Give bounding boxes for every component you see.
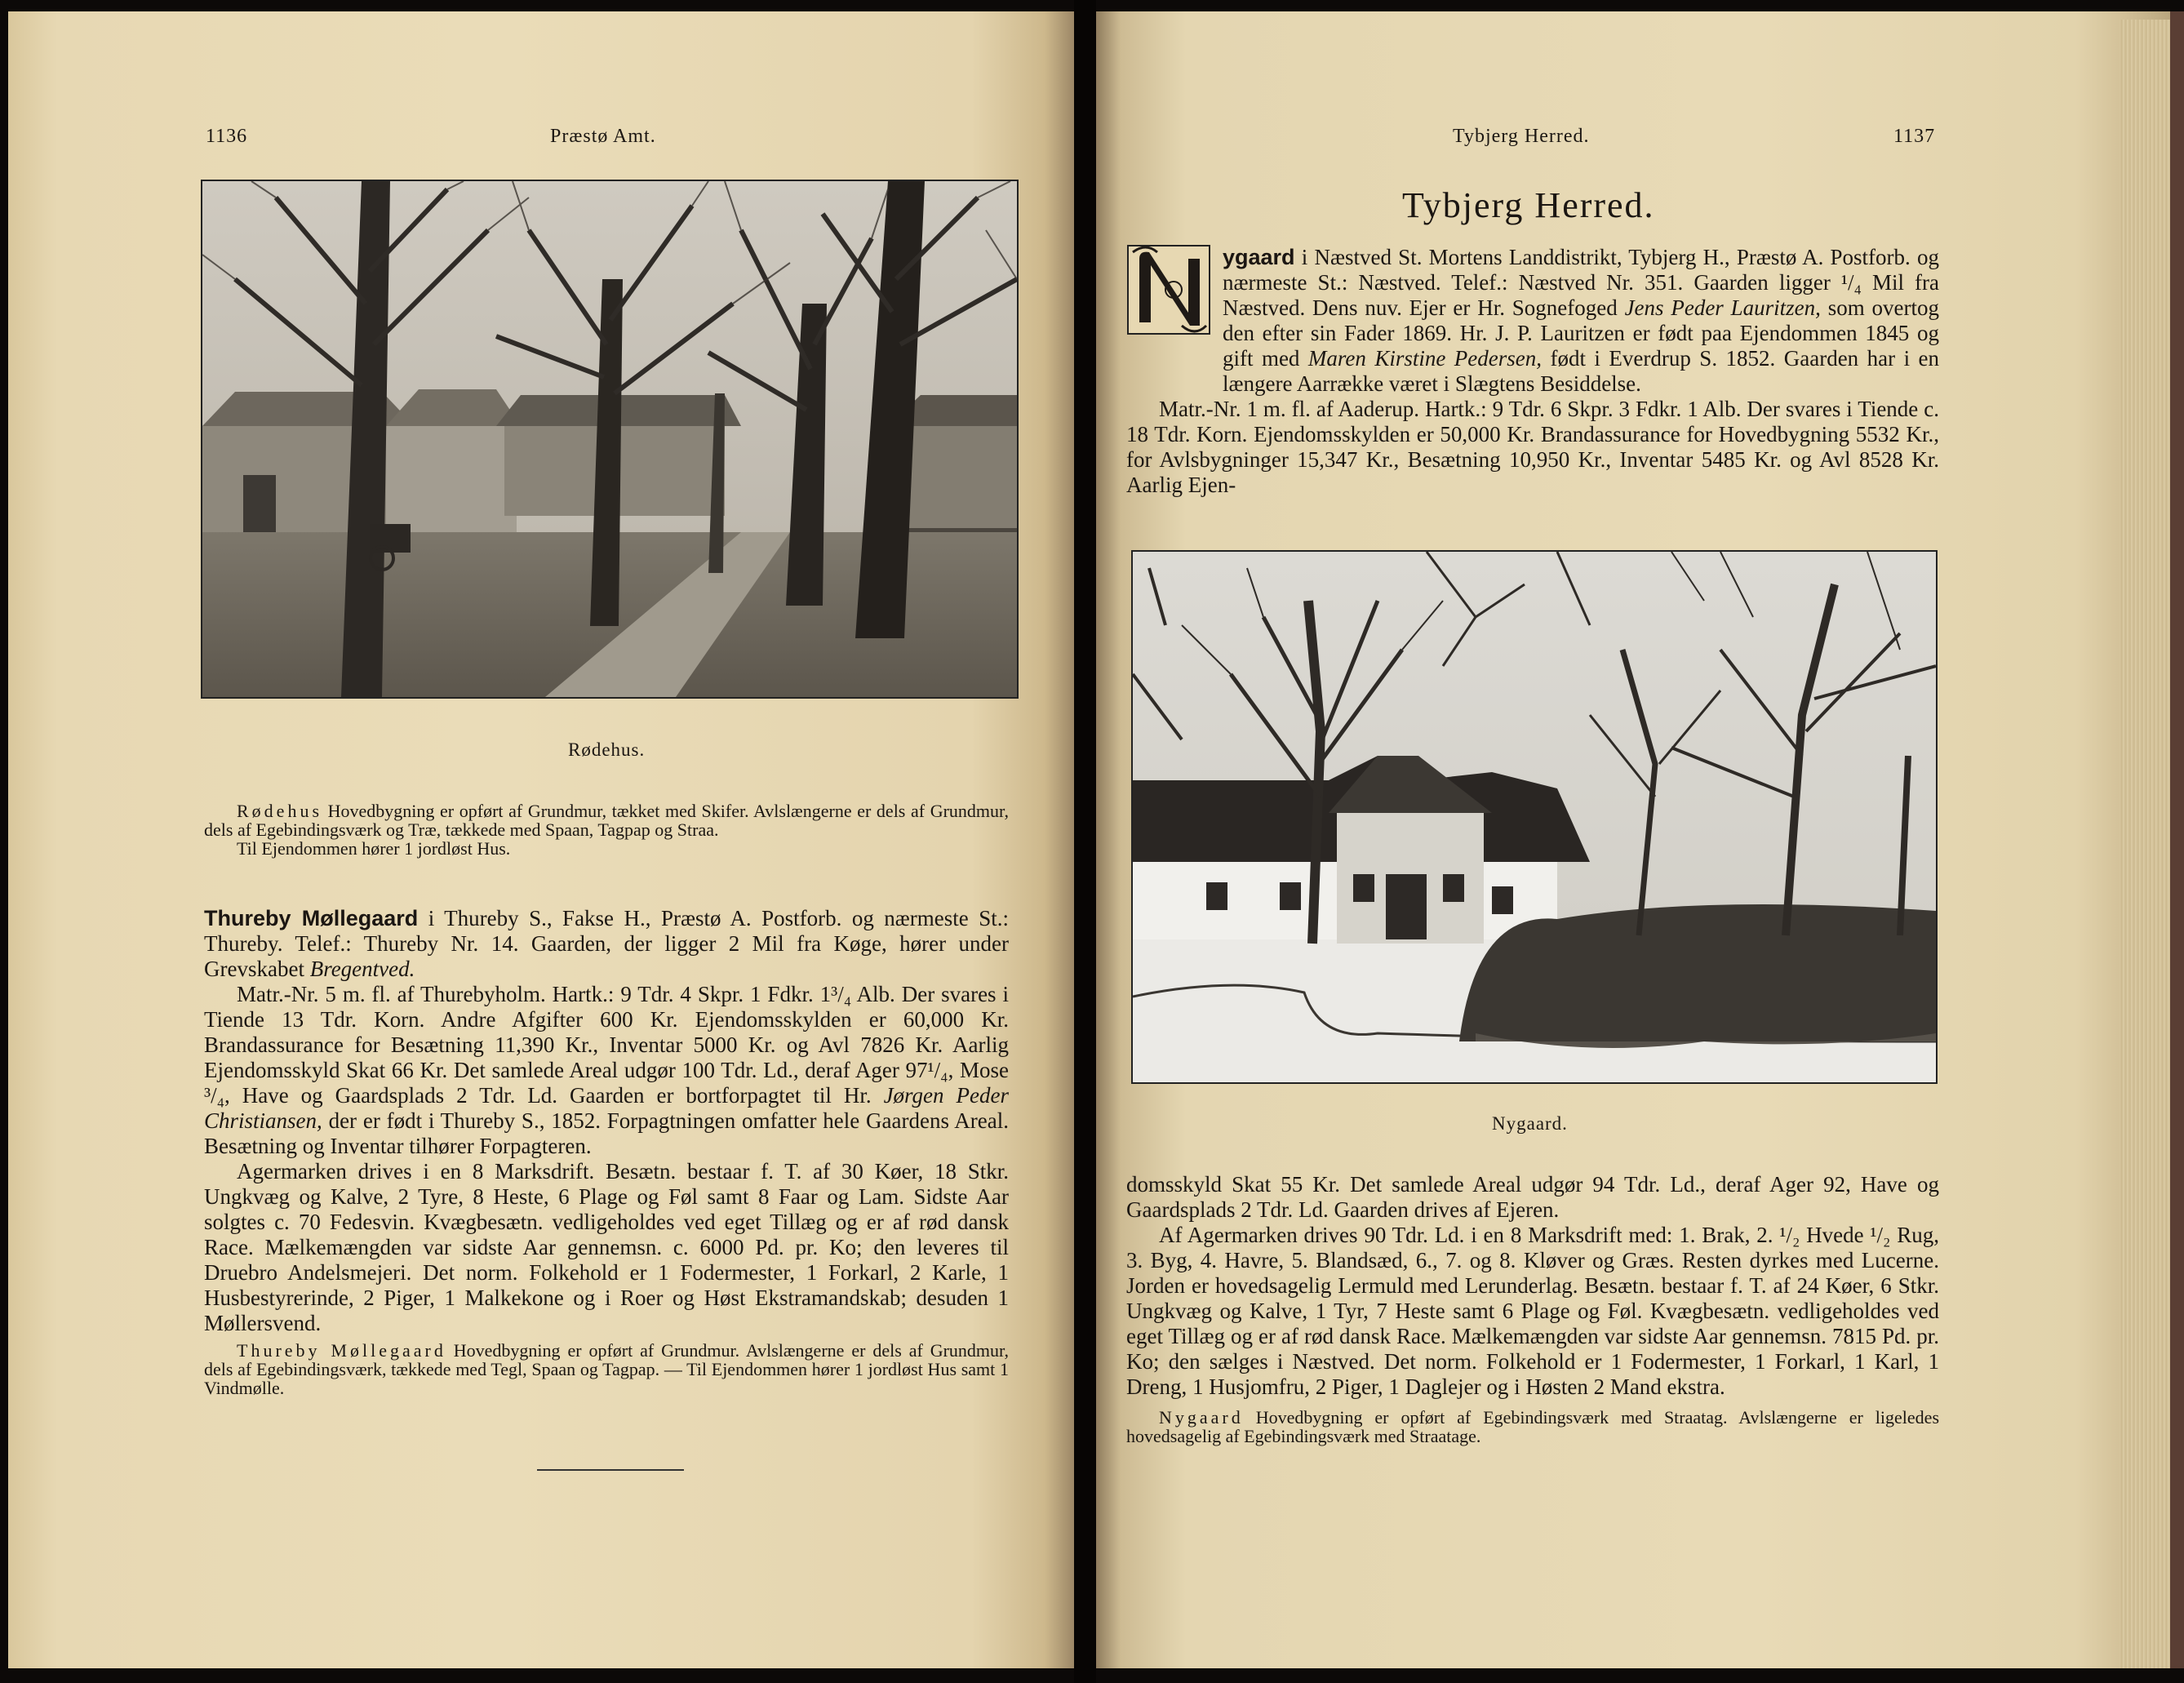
nygaard-entry-continued — [1126, 1172, 1939, 1445]
thureby-title: Thureby Møllegaard — [204, 906, 419, 930]
thureby-closing-text: Hovedbygning er opført af Grundmur. Avlslængerne er dels af Grundmur, dels af Egebindingsværk, tækkede med Tegl, Spaan og Tagpap. — Til Ejendommen hører 1 jordløst Hus samt 1 Vindmølle. — [204, 1340, 1009, 1398]
rodehus-description — [204, 802, 1009, 858]
section-title: Tybjerg Herred. — [1402, 185, 1655, 225]
book-gutter — [1074, 0, 1096, 1683]
nygaard-closing-spaced: Nygaard — [1159, 1407, 1244, 1428]
rodehus-desc-line — [204, 802, 1009, 839]
thureby-estate-name: Bregentved. — [309, 957, 415, 981]
page-edge-stack — [2120, 20, 2170, 1668]
rodehus-desc-line — [204, 839, 1009, 858]
nygaard-intro-text-2: som overtog den efter sin Fader 1869. Hr. J. P. Lauritzen er født paa Ejendommen 1845 og gift med — [1223, 295, 1939, 371]
nygaard-closing-text: Hovedbygning er opført af Egebindingsværk med Straatag. Avlslængerne er ligeledes hovedsagelig af Egebindingsværk med Straatage. — [1126, 1407, 1939, 1446]
nygaard-intro-text: i Næstved St. Mortens Landdistrikt, Tybjerg H., Præstø A. Postforb. og nærmeste St.: Næstved. Telef.: Næstved Nr. 351. Gaarden ligger ¹/₄ Mil fra Næstved. Dens nuv. Ejer er Hr. Sognefoged — [1223, 245, 1939, 320]
thureby-paragraph-2 — [204, 982, 1009, 1159]
left-page — [8, 11, 1074, 1668]
nygaard-photo — [1131, 550, 1938, 1084]
nygaard-p2-continuation — [1126, 1172, 1939, 1223]
nygaard-intro-text-3: født i Everdrup S. 1852. Gaarden har i en længere Aarrække været i Slægtens Besiddelse. — [1223, 346, 1940, 396]
nygaard-caption: Nygaard. — [1492, 1113, 1568, 1134]
nygaard-title: ygaard — [1223, 245, 1295, 269]
thureby-p2-end: der er født i Thureby S., 1852. Forpagtningen omfatter hele Gaardens Areal. Besætning og Inventar tilhører Forpagteren. — [204, 1108, 1009, 1158]
nygaard-intro — [1126, 245, 1939, 397]
thureby-intro — [204, 906, 1009, 982]
nygaard-paragraph-3 — [1126, 1223, 1939, 1400]
nygaard-owner-name: Jens Peder Lauritzen, — [1624, 295, 1821, 320]
nygaard-p3-text: Af Agermarken drives 90 Tdr. Ld. i en 8 Marksdrift med: 1. Brak, 2. ¹/₂ Hvede ¹/₂ Rug, 3. Byg, 4. Havre, 5. Blandsæd, 6., 7. og 8. Kløver og Græs. Resten dyrkes med Lucerne. Jorden er hovedsagelig Lermuld med Lerunderlag. Besætn. bestaar f. T. af 24 Køer, 6 Stkr. Ungkvæg og Kalve, 1 Tyr, 7 Heste samt 6 Plage og Føl. Kvægbesætn. vedligeholdes ved eget Tillæg og er af rød dansk Race. Mælkemængden var sidste Aar gennemsn. 7815 Pd. pr. Ko; den sælges i Næstved. Det norm. Folkehold er 1 Fodermester, 1 Forkarl, 1 Karl, 1 Dreng, 1 Husjomfru, 2 Piger, 1 Daglejer og i Høsten 2 Mand ekstra. — [1126, 1223, 1939, 1399]
rodehus-photo — [201, 180, 1019, 699]
thureby-p2-text: Matr.-Nr. 5 m. fl. af Thurebyholm. Hartk.: 9 Tdr. 4 Skpr. 1 Fdkr. 1³/₄ Alb. Der svares i Tiende 13 Tdr. Korn. Andre Afgifter 600 Kr. Ejendomsskylden er 60,000 Kr. Brandassurance for Besætning 11,390 Kr., Inventar 5000 Kr. og Avl 7826 Kr. Aarlig Ejendomsskyld Skat 66 Kr. Det samlede Areal udgør 100 Tdr. Ld., deraf Ager 97¹/₄, Mose ³/₄, Have og Gaardsplads 2 Tdr. Ld. Gaarden er bortforpagtet til Hr. — [204, 982, 1009, 1108]
rodehus-desc-text: Hovedbygning er opført af Grundmur, tækket med Skifer. Avlslængerne er dels af Grundmur, dels af Egebindingsværk og Træ, tækkede med Spaan, Tagpap og Straa. — [204, 801, 1009, 840]
thureby-closing — [204, 1341, 1009, 1397]
rodehus-house-text: Til Ejendommen hører 1 jordløst Hus. — [237, 838, 511, 859]
nygaard-p2-text: Matr.-Nr. 1 m. fl. af Aaderup. Hartk.: 9 Tdr. 6 Skpr. 3 Fdkr. 1 Alb. Der svares i Tiende c. 18 Tdr. Korn. Ejendomsskylden er 50,000 Kr. Brandassurance for Hovedbygning 5532 Kr., for Avlsbygninger 15,347 Kr., Besætning 10,950 Kr., Inventar 5485 Kr. og Avl 8528 Kr. Aarlig Ejen- — [1126, 397, 1939, 497]
nygaard-p2-cont-text: domsskyld Skat 55 Kr. Det samlede Areal udgør 94 Tdr. Ld., deraf Ager 92, Have og Gaardsplads 2 Tdr. Ld. Gaarden drives af Ejeren. — [1126, 1172, 1939, 1222]
thureby-intro-text: i Thureby S., Fakse H., Præstø A. Postforb. og nærmeste St.: Thureby. Telef.: Thureby Nr. 14. Gaarden, der ligger 2 Mil fra Køge, hører under Grevskabet — [204, 906, 1009, 981]
thureby-p3-text: Agermarken drives i en 8 Marksdrift. Besætn. bestaar f. T. af 30 Køer, 18 Stkr. Ungkvæg og Kalve, 2 Tyre, 8 Heste, 6 Plage og Føl samt 8 Faar og Lam. Sidste Aar solgtes c. 70 Fedesvin. Kvægbesætn. vedligeholdes ved eget Tillæg og er af rød dansk Race. Mælkemængden var sidste Aar gennemsn. c. 6000 Pd. pr. Ko; den leveres til Druebro Andelsmejeri. Det norm. Folkehold er 1 Fodermester, 1 Forkarl, 2 Karle, 1 Husbestyrerinde, 2 Piger, 1 Malkekone og i Roer og Høst Ekstramandskab; desuden 1 Møllersvend. — [204, 1159, 1009, 1335]
running-head-right: Tybjerg Herred. — [1453, 126, 1590, 147]
rodehus-caption: Rødehus. — [568, 739, 646, 760]
rodehus-spaced-name: Rødehus — [237, 801, 322, 821]
nygaard-entry — [1126, 245, 1939, 498]
thureby-entry — [204, 906, 1009, 1397]
page-number-left: 1136 — [206, 126, 248, 147]
running-head-left: Præstø Amt. — [550, 126, 656, 147]
thureby-paragraph-3 — [204, 1159, 1009, 1336]
thureby-closing-spaced: Thureby Møllegaard — [237, 1340, 446, 1361]
nygaard-closing — [1126, 1408, 1939, 1445]
end-rule — [537, 1469, 684, 1471]
nygaard-paragraph-2 — [1126, 397, 1939, 498]
thureby-tenant-name: Jørgen Peder Christiansen, — [204, 1083, 1009, 1133]
nygaard-wife-name: Maren Kirstine Pedersen, — [1307, 346, 1543, 371]
page-number-right: 1137 — [1893, 126, 1936, 147]
